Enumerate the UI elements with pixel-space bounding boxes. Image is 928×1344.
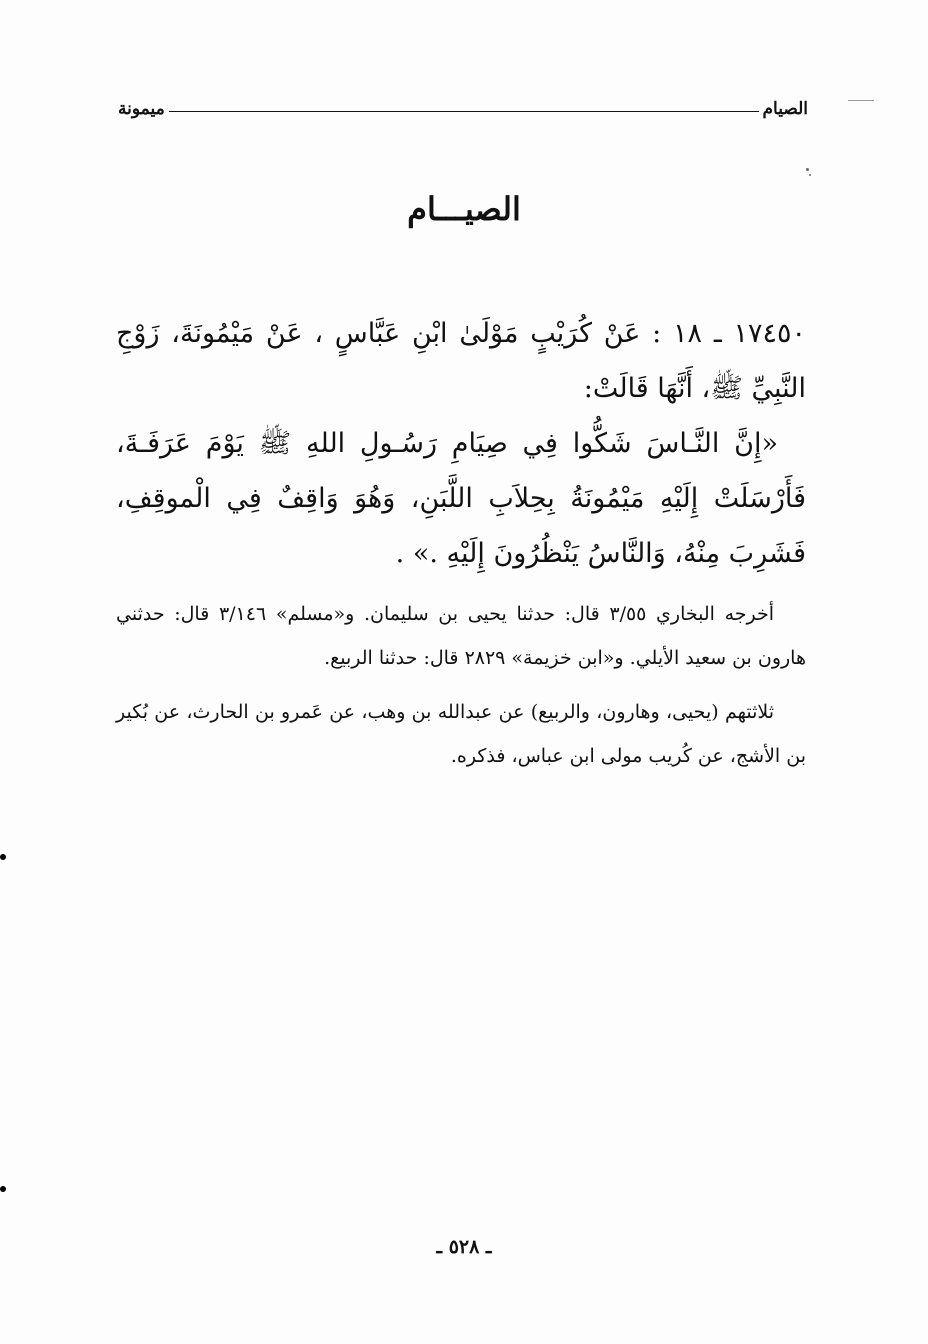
header-section: الصيام — [762, 99, 808, 119]
notes-sources: أخرجه البخاري ٣/٥٥ قال: حدثنا يحيى بن سليمان. و«مسلم» ٣/١٤٦ قال: حدثني هارون بن سعيد الأيلي. و«ابن خزيمة» ٢٨٢٩ قال: حدثنا الربيع. — [116, 603, 806, 669]
page-number: ـ ٥٢٨ ـ — [436, 1236, 492, 1258]
hadith-quote: «إِنَّ النَّـاسَ شَكُّوا فِي صِيَامِ رَسُـولِ اللهِ ﷺ يَوْمَ عَرَفَـةَ، فَأَرْسَلَتْ إِلَيْهِ مَيْمُونَةُ بِحِلاَبِ اللَّبَنِ، وَهُوَ وَاقِفٌ فِي الْموقِفِ، فَشَرِبَ مِنْهُ، وَالنَّاسُ يَنْظُرُونَ إِلَيْهِ .» . — [116, 428, 806, 569]
scan-speck — [809, 174, 811, 176]
scan-speck — [806, 168, 809, 171]
header-rule — [169, 111, 759, 112]
hadith-opening: ١٧٤٥٠ ـ ١٨ : عَنْ كُرَيْبٍ مَوْلَىٰ ابْنِ عَبَّاسٍ ، عَنْ مَيْمُونَةَ، زَوْجِ النَّبِيِّ ﷺ، أَنَّهَا قَالَتْ: — [116, 318, 807, 404]
takhrij-notes — [116, 592, 806, 778]
running-header — [118, 92, 808, 126]
notes-chain: ثلاثتهم (يحيى، وهارون، والربيع) عن عبدالله بن وهب، عن عَمرو بن الحارث، عن بُكير بن الأشج، عن كُريب مولى ابن عباس، فذكره. — [116, 701, 806, 767]
hadith-text — [116, 306, 806, 581]
edge-mark — [0, 854, 6, 860]
scan-mark — [848, 100, 874, 101]
header-topic: ميمونة — [118, 99, 165, 119]
edge-mark — [0, 1186, 6, 1192]
chapter-title: الصيـــام — [407, 190, 521, 228]
